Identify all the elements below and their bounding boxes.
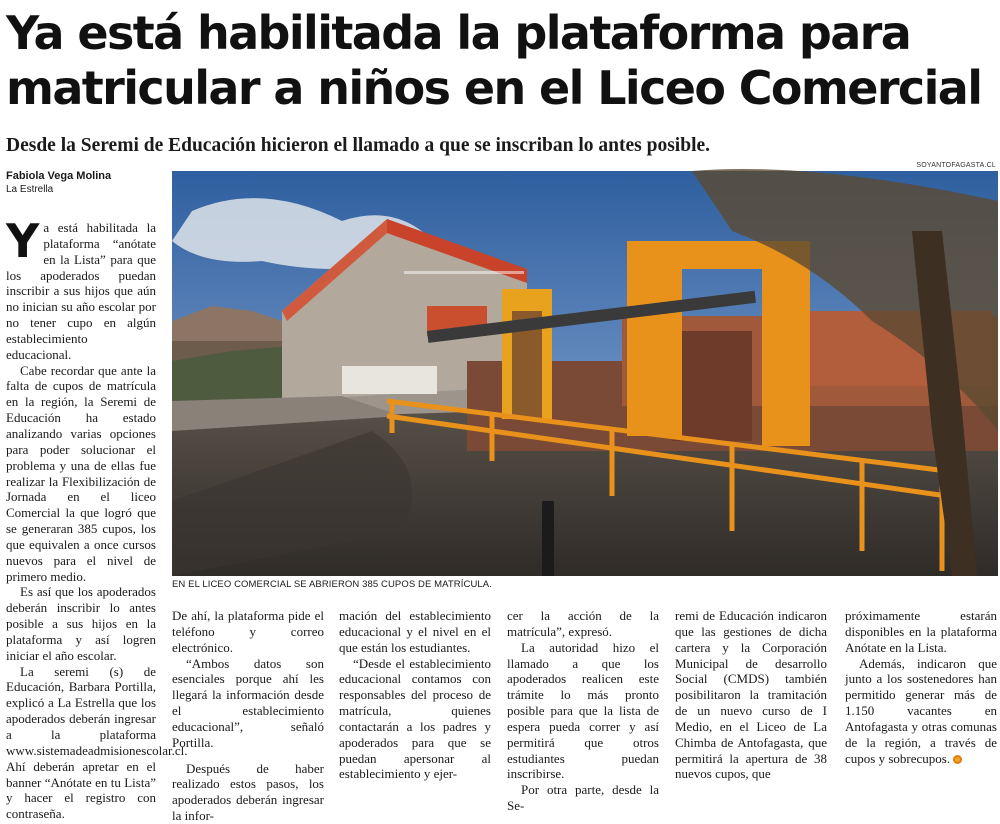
paragraph [6, 214, 156, 363]
end-of-article-icon [953, 755, 962, 764]
article-column-1 [6, 214, 188, 822]
byline-outlet: La Estrella [6, 184, 54, 195]
article-column-3 [339, 608, 491, 782]
byline [6, 170, 166, 196]
photo-caption: EN EL LICEO COMERCIAL SE ABRIERON 385 CUPOS DE MATRÍCULA. [172, 579, 492, 590]
paragraph-text: a está habilitada la plataforma “anótate en la Lista” para que los apoderados puedan inscribir a sus hijos que aún no inician su año escolar por no tener cupo en algún establecimiento educacional. [6, 220, 156, 362]
article-column-2 [172, 608, 324, 824]
paragraph: “Ambos datos son esenciales porque ahí les llegará la información desde el establecimiento educacional”, señaló Portilla. [172, 655, 324, 750]
paragraph: mación del establecimiento educacional y el nivel en el que están los estudiantes. [339, 608, 491, 655]
photo-credit: SOYANTOFAGASTA.CL [916, 162, 996, 169]
paragraph: próximamente estarán disponibles en la plataforma Anótate en la Lista. [845, 608, 997, 655]
article-column-5 [675, 608, 827, 782]
article-column-6 [845, 608, 997, 766]
headline-line-2: matricular a niños en el Liceo Comercial [6, 61, 982, 115]
paragraph-text: Además, indicaron que junto a los sostenedores han permitido generar más de 1.150 vacantes en Antofagasta y otras comunas de la región, a través de cupos y sobrecupos. [845, 655, 997, 766]
paragraph: Por otra parte, desde la Se- [507, 782, 659, 814]
paragraph: remi de Educación indicaron que las gestiones de dicha cartera y la Corporación Municipal de desarrollo Social (CMDS) también posibilitaron la tramitación de un nuevo curso de I Medio, en el Liceo de La Chimba de Antofagasta, que permitirá la apertura de 38 nuevos cupos, que [675, 608, 827, 782]
article-column-4 [507, 608, 659, 814]
paragraph: De ahí, la plataforma pide el teléfono y correo electrónico. [172, 608, 324, 655]
paragraph: Después de haber realizado estos pasos, los apoderados deberán ingresar la infor- [172, 760, 324, 824]
paragraph: La autoridad hizo el llamado a que los apoderados realicen este trámite lo más pronto posible para que la lista de espera pueda correr y así permitirá que otros estudiantes puedan inscribirse. [507, 639, 659, 782]
subtitle: Desde la Seremi de Educación hicieron el llamado a que se inscriban lo antes posible. [6, 135, 711, 156]
paragraph: Es así que los apoderados deberán inscribir lo antes posible a sus hijos en la plataforma y así logren iniciar el año escolar. [6, 584, 156, 663]
paragraph: La seremi (s) de Educación, Barbara Portilla, explicó a La Estrella que los apoderados deberán ingresar a la plataforma www.sistemadeadmisionescolar.cl. Ahí deberán apretar en el banner “Anótate en tu Lista” y hacer el registro con contraseña. [6, 663, 188, 822]
article-photo [172, 171, 998, 576]
paragraph: cer la acción de la matrícula”, expresó. [507, 608, 659, 639]
headline-line-1: Ya está habilitada la plataforma para [6, 6, 911, 60]
liceo-comercial-photo [172, 171, 998, 576]
byline-author: Fabiola Vega Molina [6, 170, 112, 182]
paragraph [845, 656, 997, 767]
headline [6, 6, 996, 116]
paragraph: “Desde el establecimiento educacional contamos con responsables del proceso de matrícula, quienes contactarán a los padres y apoderados para que se puedan apersonar al establecimiento y ejer- [339, 655, 491, 782]
paragraph: Cabe recordar que ante la falta de cupos de matrícula en la región, la Seremi de Educación ha estado analizando varias opciones para poder solucionar el problema y una de ellas fue realizar la Flexibilización de Jornada en el liceo Comercial la que logró que se generaran 385 cupos, los que equivalen a once cursos nuevos para el nivel de primero medio. [6, 362, 156, 584]
drop-cap: Y [6, 214, 40, 268]
